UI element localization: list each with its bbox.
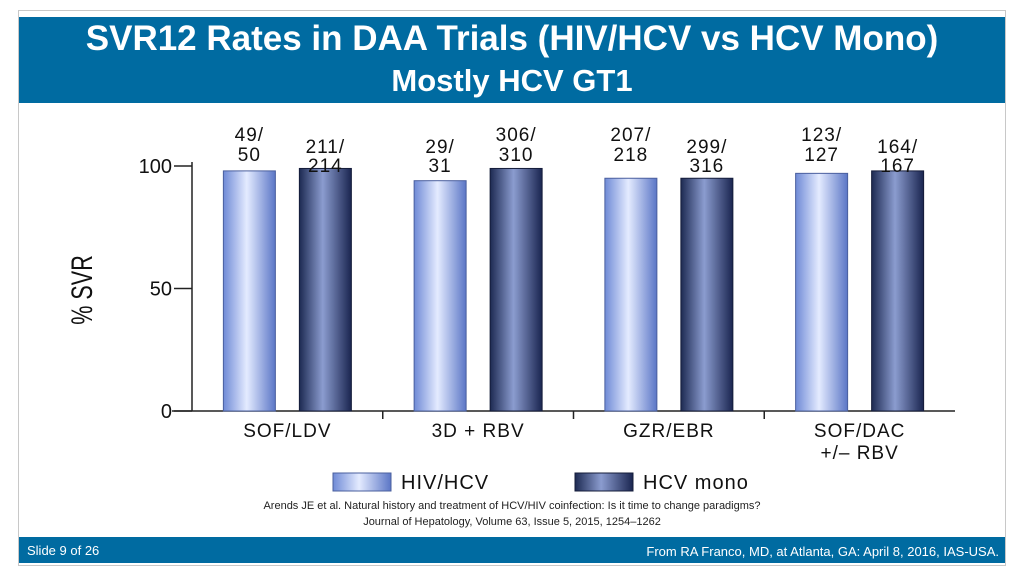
legend-label: HCV mono xyxy=(643,472,749,494)
data-label-denominator: 50 xyxy=(237,145,261,166)
data-label-denominator: 31 xyxy=(428,156,452,177)
y-tick-label: 50 xyxy=(149,278,172,301)
data-label-numerator: 49/ xyxy=(234,125,265,146)
data-label-numerator: 211/ xyxy=(305,137,346,158)
x-category-label: +/– RBV xyxy=(820,443,899,464)
footer-bar xyxy=(19,537,1005,563)
bar-hiv-hcv xyxy=(796,173,848,411)
data-label-denominator: 218 xyxy=(613,145,649,166)
data-label-numerator: 299/ xyxy=(686,137,728,158)
legend-swatch xyxy=(575,473,633,491)
reference-line-1: Arends JE et al. Natural history and treatment of HCV/HIV coinfection: Is it time to change paradigms? xyxy=(263,500,761,512)
y-tick-label: 100 xyxy=(138,156,172,178)
data-label-denominator: 316 xyxy=(689,156,725,177)
data-label-numerator: 123/ xyxy=(801,125,843,146)
data-label-numerator: 207/ xyxy=(610,125,652,146)
data-label-denominator: 167 xyxy=(880,156,915,177)
x-category-label: SOF/DAC xyxy=(813,421,906,442)
y-axis-label: % SVR xyxy=(64,255,99,325)
reference-citation xyxy=(0,498,1024,530)
data-label-numerator: 29/ xyxy=(425,137,455,158)
x-category-label: 3D + RBV xyxy=(431,421,525,442)
bar-hiv-hcv xyxy=(414,181,466,411)
bar-hcv-mono xyxy=(872,171,924,411)
bar-hiv-hcv xyxy=(223,171,275,411)
data-label-numerator: 306/ xyxy=(495,125,537,146)
bar-hcv-mono xyxy=(681,178,733,411)
slide-number: Slide 9 of 26 xyxy=(27,543,100,558)
x-category-label: SOF/LDV xyxy=(243,421,332,442)
bar-hiv-hcv xyxy=(605,178,657,411)
x-category-label: GZR/EBR xyxy=(623,421,715,442)
reference-line-2: Journal of Hepatology, Volume 63, Issue 5, 2015, 1254–1262 xyxy=(363,516,661,528)
bar-hcv-mono xyxy=(490,168,542,411)
slide-title: SVR12 Rates in DAA Trials (HIV/HCV vs HCV Mono) xyxy=(85,19,939,58)
data-label-denominator: 127 xyxy=(804,145,839,166)
data-label-denominator: 214 xyxy=(308,156,343,177)
legend-swatch xyxy=(333,473,391,491)
data-label-numerator: 164/ xyxy=(877,137,919,158)
y-tick-label: 0 xyxy=(160,401,172,423)
data-label-denominator: 310 xyxy=(498,145,534,166)
slide-subtitle: Mostly HCV GT1 xyxy=(391,63,633,98)
source-credit: From RA Franco, MD, at Atlanta, GA: April 8, 2016, IAS-USA. xyxy=(646,544,999,559)
legend-label: HIV/HCV xyxy=(401,472,490,494)
bar-hcv-mono xyxy=(299,168,351,411)
